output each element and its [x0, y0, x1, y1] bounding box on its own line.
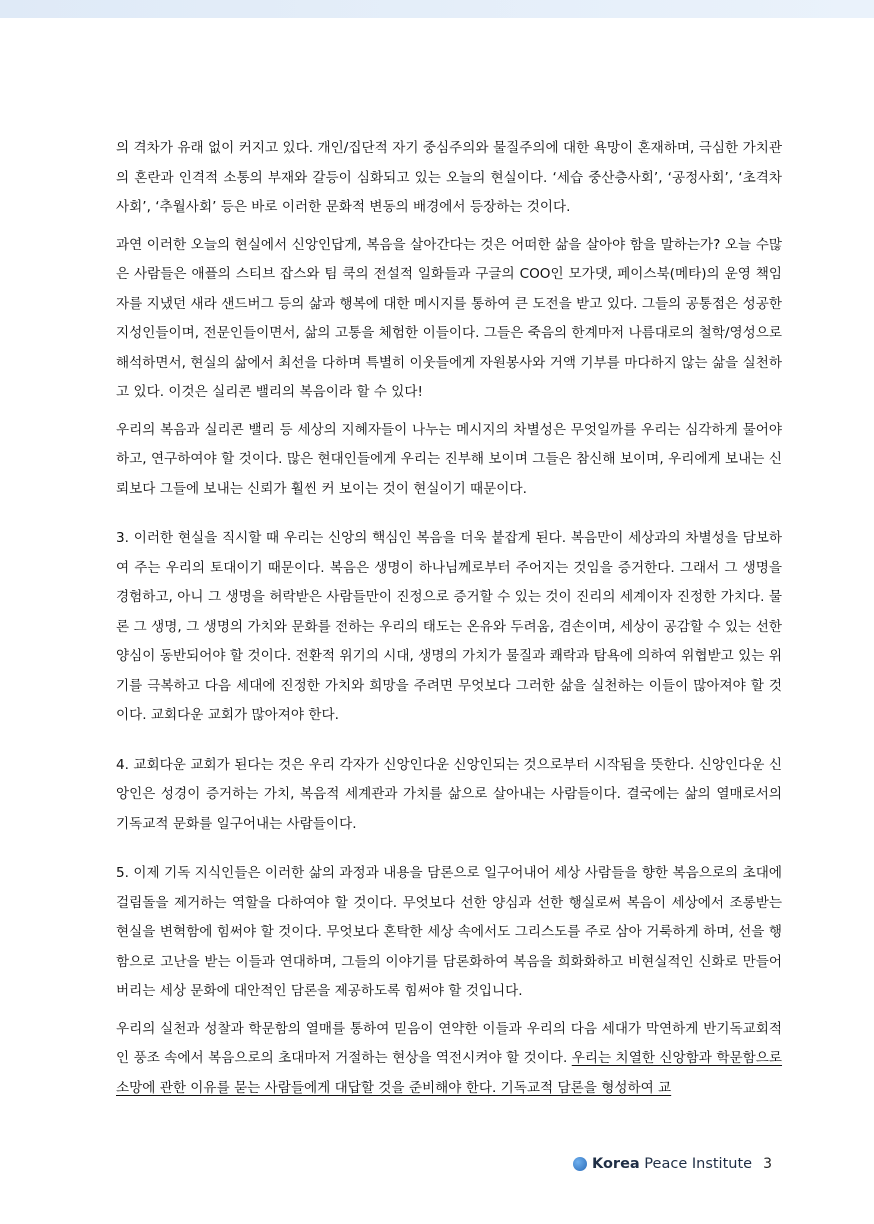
underlined-sentence: 우리는 치열한 신앙함과 학문함으로 소망에 관한 이유를 묻는 사람들에게 대답할 것을 준비해야 한다. 기독교적 담론을 형성하여 교 — [116, 1050, 783, 1096]
paragraph-1: 의 격차가 유래 없이 커지고 있다. 개인/집단적 자기 중심주의와 물질주의에 대한 욕망이 혼재하며, 극심한 가치관의 혼란과 인격적 소통의 부재와 갈등이 심화되고 있는 오늘의 현실이다. ‘세습 중산층사회’, ‘공정사회’, ‘초격차사회’, ‘추월사회’ 등은 바로 이러한 문화적 변동의 배경에서 등장하는 것이다. — [116, 140, 782, 215]
page-footer — [573, 1156, 772, 1172]
paragraph-final-text: 우리의 실천과 성찰과 학문함의 열매를 통하여 믿음이 연약한 이들과 우리의 다음 세대가 막연하게 반기독교회적인 풍조 속에서 복음으로의 초대마저 거절하는 현상을 역전시켜야 할 것이다. — [116, 1020, 782, 1066]
paragraph-final — [116, 1015, 782, 1104]
institute-logo-icon — [573, 1157, 587, 1171]
paragraph-3: 우리의 복음과 실리콘 밸리 등 세상의 지혜자들이 나누는 메시지의 차별성은 무엇일까를 우리는 심각하게 물어야 하고, 연구하여야 할 것이다. 많은 현대인들에게 우리는 진부해 보이며 그들은 참신해 보이며, 우리에게 보내는 신뢰보다 그들에 보내는 신뢰가 훨씬 커 보이는 것이 현실이기 때문이다. — [116, 421, 783, 497]
institute-name — [592, 1156, 752, 1172]
header-band — [0, 0, 874, 18]
institute-name-rest: Peace Institute — [639, 1156, 753, 1172]
paragraph-section-5: 5. 이제 기독 지식인들은 이러한 삶의 과정과 내용을 담론으로 일구어내어 세상 사람들을 향한 복음으로의 초대에 걸림돌을 제거하는 역할을 다하여야 할 것이다. 무엇보다 선한 양심과 선한 행실로써 복음이 세상에서 조롱받는 현실을 변혁함에 힘써야 할 것이다. 무엇보다 혼탁한 세상 속에서도 그리스도를 주로 삼아 거룩하게 하며, 선을 행함으로 고난을 받는 이들과 연대하며, 그들의 이야기를 담론화하여 복음을 희화화하고 비현실적인 신화로 만들어 버리는 세상 문화에 대안적인 담론을 제공하도록 힘써야 할 것입니다. — [116, 865, 782, 999]
document-body — [116, 134, 782, 1103]
institute-name-bold: Korea — [591, 1156, 640, 1172]
paragraph-2: 과연 이러한 오늘의 현실에서 신앙인답게, 복음을 살아간다는 것은 어떠한 삶을 살아야 함을 말하는가? 오늘 수많은 사람들은 애플의 스티브 잡스와 팀 쿡의 전설적 일화들과 구글의 COO인 모가댓, 페이스북(메타)의 운영 책임자를 지냈던 새라 샌드버그 등의 삶과 행복에 대한 메시지를 통하여 큰 도전을 받고 있다. 그들의 공통점은 성공한 지성인들이며, 전문인들이면서, 삶의 고통을 체험한 이들이다. 그들은 죽음의 한계마저 나름대로의 철학/영성으로 해석하면서, 현실의 삶에서 최선을 다하며 특별히 이웃들에게 자원봉사와 거액 기부를 마다하지 않는 삶을 실천하고 있다. 이것은 실리콘 밸리의 복음이라 할 수 있다! — [116, 236, 782, 400]
paragraph-section-4: 4. 교회다운 교회가 된다는 것은 우리 각자가 신앙인다운 신앙인되는 것으로부터 시작됨을 뜻한다. 신앙인다운 신앙인은 성경이 증거하는 가치, 복음적 세계관과 가치를 삶으로 살아내는 사람들이다. 결국에는 삶의 열매로서의 기독교적 문화를 일구어내는 사람들이다. — [116, 756, 782, 832]
page-number: 3 — [763, 1156, 772, 1172]
paragraph-section-3: 3. 이러한 현실을 직시할 때 우리는 신앙의 핵심인 복음을 더욱 붙잡게 된다. 복음만이 세상과의 차별성을 담보하여 주는 우리의 토대이기 때문이다. 복음은 생명이 하나님께로부터 주어지는 것임을 증거한다. 그래서 그 생명을 경험하고, 아니 그 생명을 허락받은 사람들만이 진정으로 증거할 수 있는 것이 진리의 세계이자 진정한 가치다. 물론 그 생명, 그 생명의 가치와 문화를 전하는 우리의 태도는 온유와 두려움, 겸손이며, 세상이 공감할 수 있는 선한 양심이 동반되어야 할 것이다. 전환적 위기의 시대, 생명의 가치가 물질과 쾌락과 탐욕에 의하여 위협받고 있는 위기를 극복하고 다음 세대에 진정한 가치와 희망을 주려면 무엇보다 그러한 삶을 실천하는 이들이 많아져야 할 것이다. 교회다운 교회가 많아져야 한다. — [116, 530, 782, 723]
